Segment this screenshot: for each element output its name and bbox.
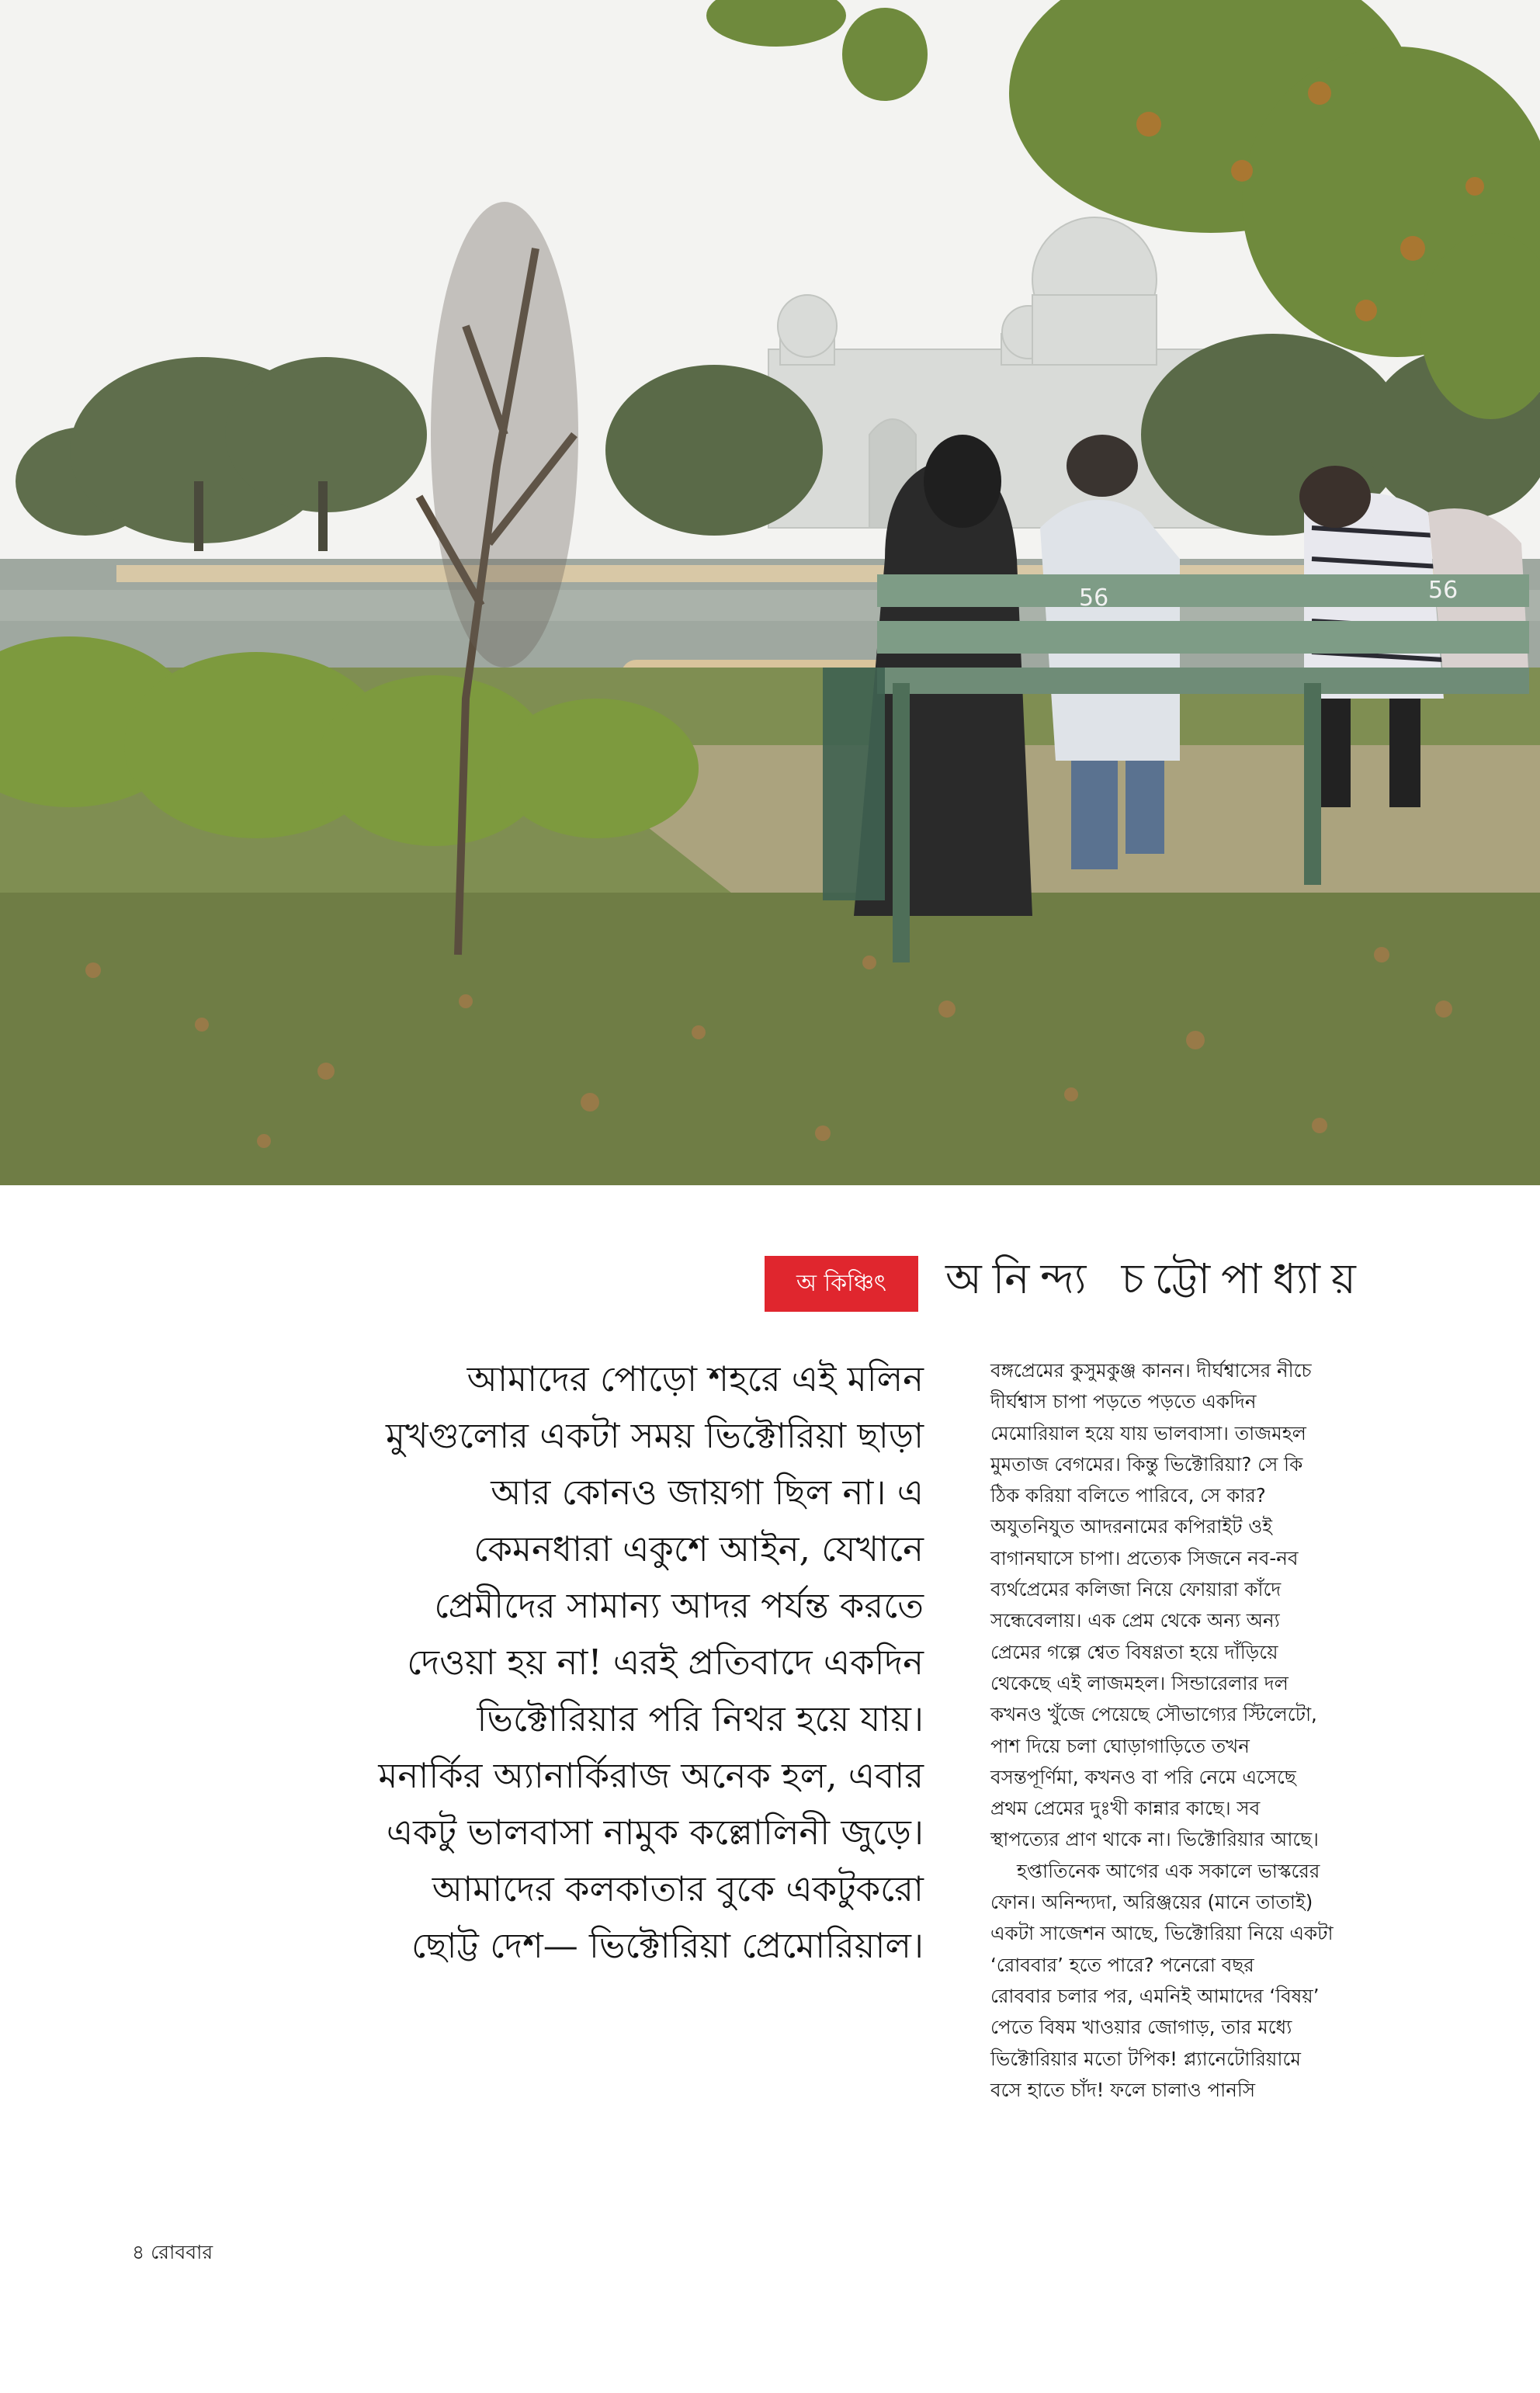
body-line: বসে হাতে চাঁদ! ফলে চালাও পানসি: [990, 2078, 1256, 2101]
body-line: সন্ধেবেলায়। এক প্রেম থেকে অন্য অন্য: [990, 1609, 1280, 1632]
author-byline: অনিন্দ্য চট্টোপাধ্যায়: [945, 1254, 1367, 1303]
intro-line: ভিক্টোরিয়ার পরি নিথর হয়ে যায়।: [477, 1698, 924, 1739]
body-line: ভিক্টোরিয়ার মতো টপিক! প্ল্যানেটোরিয়ামে: [990, 2047, 1301, 2070]
body-line: পেতে বিষম খাওয়ার জোগাড়, তার মধ্যে: [990, 2016, 1292, 2039]
intro-line: মুখগুলোর একটা সময় ভিক্টোরিয়া ছাড়া: [386, 1415, 924, 1456]
body-line: স্থাপত্যের প্রাণ থাকে না। ভিক্টোরিয়ার আছে।: [990, 1828, 1319, 1851]
body-line: অযুতনিযুত আদরনামের কপিরাইট ওই: [990, 1515, 1273, 1538]
hero-photo: [0, 0, 1540, 1185]
intro-line: আর কোনও জায়গা ছিল না। এ: [491, 1472, 924, 1513]
body-line: ‘রোববার’ হতে পারে? পনেরো বছর: [990, 1953, 1254, 1976]
body-line: মুমতাজ বেগমের। কিন্তু ভিক্টোরিয়া? সে কি: [990, 1452, 1303, 1476]
body-line: বাগানঘাসে চাপা। প্রত্যেক সিজনে নব-নব: [990, 1546, 1299, 1569]
intro-line: কেমনধারা একুশে আইন, যেখানে: [473, 1528, 924, 1569]
body-line: রোববার চলার পর, এমনিই আমাদের ‘বিষয়’: [990, 1984, 1320, 2007]
body-line: দীর্ঘশ্বাস চাপা পড়তে পড়তে একদিন: [990, 1390, 1257, 1413]
park-photo-illustration: [0, 0, 1540, 1185]
intro-line: আমাদের কলকাতার বুকে একটুকরো: [432, 1868, 924, 1909]
article-body-column: [990, 1355, 1456, 2106]
intro-line: প্রেমীদের সামান্য আদর পর্যন্ত করতে: [434, 1585, 924, 1626]
intro-line: আমাদের পোড়ো শহরে এই মলিন: [467, 1358, 924, 1399]
body-line: ব্যর্থপ্রেমের কলিজা নিয়ে ফোয়ারা কাঁদে: [990, 1578, 1282, 1601]
body-line: একটা সাজেশন আছে, ভিক্টোরিয়া নিয়ে একটা: [990, 1922, 1334, 1945]
body-line: থেকেছে এই লাজমহল। সিন্ডারেলার দল: [990, 1671, 1289, 1694]
body-line: প্রথম প্রেমের দুঃখী কান্নার কাছে। সব: [990, 1797, 1261, 1820]
body-line: পাশ দিয়ে চলা ঘোড়াগাড়িতে তখন: [990, 1734, 1250, 1757]
body-line: বঙ্গপ্রেমের কুসুমকুঞ্জ কানন। দীর্ঘশ্বাসের নীচে: [990, 1359, 1312, 1382]
body-line: হপ্তাতিনেক আগের এক সকালে ভাস্করের: [1017, 1859, 1320, 1882]
page-folio: ৪ রোববার: [132, 2241, 213, 2263]
section-tag: অ কিঞ্চিৎ: [765, 1256, 918, 1312]
bench-number-right: 56: [1428, 577, 1458, 604]
body-line: ফোন। অনিন্দ্যদা, অরিঞ্জয়ের (মানে তাতাই): [990, 1891, 1313, 1914]
intro-line: দেওয়া হয় না! এরই প্রতিবাদে একদিন: [407, 1642, 924, 1683]
body-line: ঠিক করিয়া বলিতে পারিবে, সে কার?: [990, 1484, 1266, 1507]
intro-line: মনার্কির অ্যানার্কিরাজ অনেক হল, এবার: [378, 1755, 924, 1796]
body-line: কখনও খুঁজে পেয়েছে সৌভাগ্যের স্টিলেটো,: [990, 1703, 1317, 1726]
bench-number-left: 56: [1079, 584, 1109, 612]
intro-line: ছোট্ট দেশ— ভিক্টোরিয়া প্রেমোরিয়াল।: [411, 1925, 924, 1966]
body-line: মেমোরিয়াল হয়ে যায় ভালবাসা। তাজমহল: [990, 1421, 1306, 1444]
body-line: বসন্তপূর্ণিমা, কখনও বা পরি নেমে এসেছে: [990, 1765, 1296, 1788]
body-line: প্রেমের গল্পে শ্বেত বিষণ্ণতা হয়ে দাঁড়িয়ে: [990, 1640, 1278, 1663]
intro-line: একটু ভালবাসা নামুক কল্লোলিনী জুড়ে।: [386, 1812, 924, 1853]
intro-paragraph: [248, 1351, 924, 1974]
